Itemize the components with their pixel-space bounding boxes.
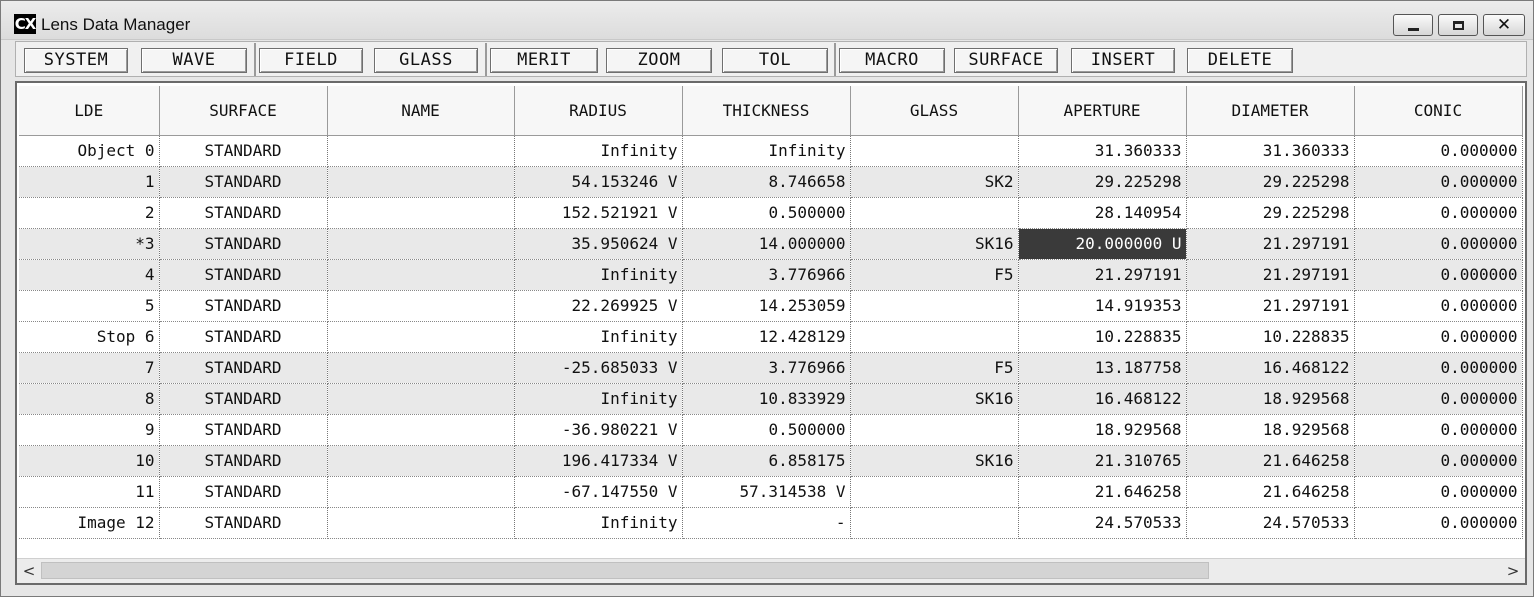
cell-radius[interactable]: -25.685033 V — [514, 352, 682, 383]
cell-lde[interactable]: Object 0 — [19, 135, 159, 166]
minimize-button[interactable] — [1393, 14, 1433, 36]
cell-radius[interactable]: 54.153246 V — [514, 166, 682, 197]
lens-data-table — [19, 86, 1523, 539]
cell-surface[interactable]: STANDARD — [159, 197, 327, 228]
cell-diameter[interactable]: 18.929568 — [1186, 383, 1354, 414]
cell-diameter[interactable]: 18.929568 — [1186, 414, 1354, 445]
cell-aperture[interactable]: 10.228835 — [1018, 321, 1186, 352]
cell-glass[interactable]: F5 — [850, 352, 1018, 383]
minimize-icon — [1408, 28, 1419, 31]
cell-thickness[interactable]: Infinity — [682, 135, 850, 166]
cell-lde[interactable]: Stop 6 — [19, 321, 159, 352]
delete-button[interactable]: DELETE — [1187, 48, 1293, 73]
cell-radius[interactable]: Infinity — [514, 135, 682, 166]
table-row[interactable] — [19, 166, 1522, 197]
cell-diameter[interactable]: 29.225298 — [1186, 197, 1354, 228]
cell-conic[interactable]: 0.000000 — [1354, 383, 1522, 414]
cell-surface[interactable]: STANDARD — [159, 507, 327, 538]
insert-button[interactable]: INSERT — [1071, 48, 1175, 73]
cell-conic[interactable]: 0.000000 — [1354, 135, 1522, 166]
cell-lde[interactable]: 1 — [19, 166, 159, 197]
cell-glass[interactable]: SK16 — [850, 445, 1018, 476]
cell-thickness[interactable]: 0.500000 — [682, 197, 850, 228]
column-header-radius[interactable]: RADIUS — [514, 86, 682, 135]
cell-conic[interactable]: 0.000000 — [1354, 259, 1522, 290]
cell-name[interactable] — [327, 166, 514, 197]
table-row[interactable] — [19, 228, 1522, 259]
toolbar-separator — [254, 43, 256, 76]
table-row[interactable] — [19, 197, 1522, 228]
cell-lde[interactable]: 7 — [19, 352, 159, 383]
cell-glass[interactable] — [850, 414, 1018, 445]
cell-thickness[interactable]: 57.314538 V — [682, 476, 850, 507]
cell-conic[interactable]: 0.000000 — [1354, 445, 1522, 476]
cell-radius[interactable]: Infinity — [514, 259, 682, 290]
system-button[interactable]: SYSTEM — [24, 48, 128, 73]
table-row[interactable] — [19, 290, 1522, 321]
horizontal-scrollbar[interactable] — [17, 558, 1525, 583]
table-row[interactable] — [19, 476, 1522, 507]
surface-button[interactable]: SURFACE — [954, 48, 1058, 73]
cell-conic[interactable]: 0.000000 — [1354, 321, 1522, 352]
cell-glass[interactable] — [850, 197, 1018, 228]
table-row[interactable] — [19, 507, 1522, 538]
cell-radius[interactable]: -67.147550 V — [514, 476, 682, 507]
scroll-right-icon[interactable]: > — [1506, 562, 1520, 580]
table-row[interactable] — [19, 259, 1522, 290]
glass-button[interactable]: GLASS — [374, 48, 478, 73]
cell-aperture[interactable]: 21.646258 — [1018, 476, 1186, 507]
cell-aperture[interactable]: 16.468122 — [1018, 383, 1186, 414]
cell-aperture[interactable]: 24.570533 — [1018, 507, 1186, 538]
column-header-conic[interactable]: CONIC — [1354, 86, 1522, 135]
cell-lde[interactable]: Image 12 — [19, 507, 159, 538]
cell-name[interactable] — [327, 414, 514, 445]
cell-name[interactable] — [327, 228, 514, 259]
table-row[interactable] — [19, 321, 1522, 352]
table-row[interactable] — [19, 135, 1522, 166]
cell-conic[interactable]: 0.000000 — [1354, 414, 1522, 445]
cell-glass[interactable] — [850, 507, 1018, 538]
cell-radius[interactable]: Infinity — [514, 507, 682, 538]
table-row[interactable] — [19, 352, 1522, 383]
cell-surface[interactable]: STANDARD — [159, 259, 327, 290]
cell-name[interactable] — [327, 383, 514, 414]
cell-surface[interactable]: STANDARD — [159, 476, 327, 507]
macro-button[interactable]: MACRO — [839, 48, 945, 73]
cell-aperture[interactable]: 29.225298 — [1018, 166, 1186, 197]
cell-radius[interactable]: Infinity — [514, 321, 682, 352]
cell-radius[interactable]: -36.980221 V — [514, 414, 682, 445]
field-button[interactable]: FIELD — [259, 48, 363, 73]
cell-name[interactable] — [327, 259, 514, 290]
column-header-diameter[interactable]: DIAMETER — [1186, 86, 1354, 135]
close-icon: ✕ — [1496, 14, 1512, 35]
cell-glass[interactable] — [850, 321, 1018, 352]
cell-diameter[interactable]: 16.468122 — [1186, 352, 1354, 383]
table-row[interactable] — [19, 383, 1522, 414]
cell-thickness[interactable]: - — [682, 507, 850, 538]
column-header-glass[interactable]: GLASS — [850, 86, 1018, 135]
cell-glass[interactable]: SK16 — [850, 228, 1018, 259]
scrollbar-thumb[interactable] — [41, 562, 1209, 579]
cell-lde[interactable]: 4 — [19, 259, 159, 290]
cell-conic[interactable]: 0.000000 — [1354, 290, 1522, 321]
cell-surface[interactable]: STANDARD — [159, 352, 327, 383]
cell-diameter[interactable]: 31.360333 — [1186, 135, 1354, 166]
close-button[interactable] — [1483, 14, 1525, 36]
cell-thickness[interactable]: 0.500000 — [682, 414, 850, 445]
toolbar-separator — [485, 43, 487, 76]
cell-surface[interactable]: STANDARD — [159, 383, 327, 414]
cell-glass[interactable] — [850, 476, 1018, 507]
title-bar[interactable] — [1, 1, 1533, 40]
cell-lde[interactable]: 8 — [19, 383, 159, 414]
cell-aperture[interactable]: 28.140954 — [1018, 197, 1186, 228]
cell-lde[interactable]: 11 — [19, 476, 159, 507]
cell-surface[interactable]: STANDARD — [159, 290, 327, 321]
column-header-thickness[interactable]: THICKNESS — [682, 86, 850, 135]
cell-lde[interactable]: 5 — [19, 290, 159, 321]
cell-name[interactable] — [327, 197, 514, 228]
cell-conic[interactable]: 0.000000 — [1354, 228, 1522, 259]
cell-aperture[interactable]: 20.000000 U — [1018, 228, 1186, 259]
cell-diameter[interactable]: 10.228835 — [1186, 321, 1354, 352]
cell-aperture[interactable]: 21.297191 — [1018, 259, 1186, 290]
cell-thickness[interactable]: 8.746658 — [682, 166, 850, 197]
cell-glass[interactable] — [850, 290, 1018, 321]
cell-name[interactable] — [327, 290, 514, 321]
cell-thickness[interactable]: 14.253059 — [682, 290, 850, 321]
cell-lde[interactable]: 2 — [19, 197, 159, 228]
cell-lde[interactable]: *3 — [19, 228, 159, 259]
lens-data-grid — [15, 81, 1527, 585]
wave-button[interactable]: WAVE — [141, 48, 247, 73]
toolbar-separator — [834, 43, 836, 76]
cell-aperture[interactable]: 31.360333 — [1018, 135, 1186, 166]
cell-name[interactable] — [327, 476, 514, 507]
table-row[interactable] — [19, 445, 1522, 476]
cell-thickness[interactable]: 12.428129 — [682, 321, 850, 352]
maximize-button[interactable] — [1438, 14, 1478, 36]
cell-name[interactable] — [327, 507, 514, 538]
header-row — [19, 86, 1522, 135]
cell-glass[interactable] — [850, 135, 1018, 166]
window-title: Lens Data Manager — [41, 15, 191, 34]
cell-aperture[interactable]: 14.919353 — [1018, 290, 1186, 321]
cell-surface[interactable]: STANDARD — [159, 166, 327, 197]
cell-diameter[interactable]: 21.297191 — [1186, 259, 1354, 290]
cell-diameter[interactable]: 21.297191 — [1186, 290, 1354, 321]
cell-surface[interactable]: STANDARD — [159, 135, 327, 166]
column-header-lde[interactable]: LDE — [19, 86, 159, 135]
cell-name[interactable] — [327, 321, 514, 352]
cell-aperture[interactable]: 13.187758 — [1018, 352, 1186, 383]
column-header-surface[interactable]: SURFACE — [159, 86, 327, 135]
cell-name[interactable] — [327, 135, 514, 166]
cell-surface[interactable]: STANDARD — [159, 414, 327, 445]
merit-button[interactable]: MERIT — [490, 48, 598, 73]
cell-radius[interactable]: 22.269925 V — [514, 290, 682, 321]
cell-radius[interactable]: Infinity — [514, 383, 682, 414]
table-row[interactable] — [19, 414, 1522, 445]
cell-diameter[interactable]: 21.297191 — [1186, 228, 1354, 259]
cell-diameter[interactable]: 24.570533 — [1186, 507, 1354, 538]
cell-conic[interactable]: 0.000000 — [1354, 166, 1522, 197]
cell-surface[interactable]: STANDARD — [159, 228, 327, 259]
app-icon: CX — [14, 15, 36, 33]
column-header-name[interactable]: NAME — [327, 86, 514, 135]
cell-aperture[interactable]: 18.929568 — [1018, 414, 1186, 445]
cell-thickness[interactable]: 6.858175 — [682, 445, 850, 476]
cell-glass[interactable]: SK16 — [850, 383, 1018, 414]
cell-glass[interactable]: SK2 — [850, 166, 1018, 197]
cell-diameter[interactable]: 21.646258 — [1186, 445, 1354, 476]
cell-radius[interactable]: 152.521921 V — [514, 197, 682, 228]
cell-diameter[interactable]: 21.646258 — [1186, 476, 1354, 507]
column-header-aperture[interactable]: APERTURE — [1018, 86, 1186, 135]
cell-conic[interactable]: 0.000000 — [1354, 197, 1522, 228]
toolbar — [15, 41, 1527, 77]
cell-radius[interactable]: 35.950624 V — [514, 228, 682, 259]
cell-thickness[interactable]: 14.000000 — [682, 228, 850, 259]
cell-aperture[interactable]: 21.310765 — [1018, 445, 1186, 476]
cell-lde[interactable]: 10 — [19, 445, 159, 476]
cell-radius[interactable]: 196.417334 V — [514, 445, 682, 476]
cell-diameter[interactable]: 29.225298 — [1186, 166, 1354, 197]
cell-glass[interactable]: F5 — [850, 259, 1018, 290]
scroll-left-icon[interactable]: < — [22, 562, 36, 580]
cell-thickness[interactable]: 3.776966 — [682, 259, 850, 290]
cell-thickness[interactable]: 10.833929 — [682, 383, 850, 414]
cell-thickness[interactable]: 3.776966 — [682, 352, 850, 383]
cell-conic[interactable]: 0.000000 — [1354, 507, 1522, 538]
cell-conic[interactable]: 0.000000 — [1354, 476, 1522, 507]
cell-name[interactable] — [327, 445, 514, 476]
tol-button[interactable]: TOL — [722, 48, 828, 73]
cell-surface[interactable]: STANDARD — [159, 445, 327, 476]
maximize-icon — [1453, 21, 1464, 30]
zoom-button[interactable]: ZOOM — [606, 48, 712, 73]
cell-lde[interactable]: 9 — [19, 414, 159, 445]
cell-name[interactable] — [327, 352, 514, 383]
cell-surface[interactable]: STANDARD — [159, 321, 327, 352]
cell-conic[interactable]: 0.000000 — [1354, 352, 1522, 383]
